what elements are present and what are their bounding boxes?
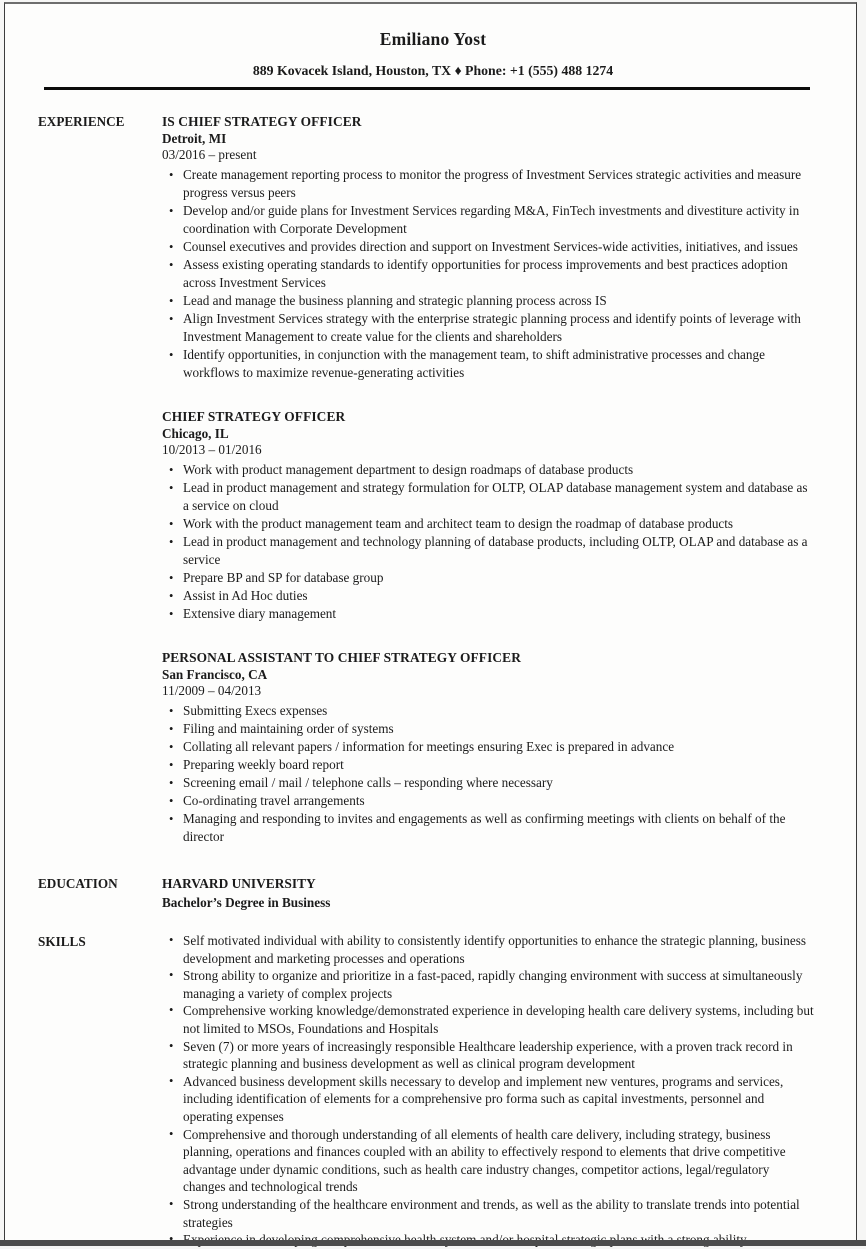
bullet-item: • Filing and maintaining order of systems (162, 720, 814, 738)
bullet-item: • Work with the product management team and architect team to design the roadmap of database products (162, 515, 814, 533)
job-location: Chicago, IL (162, 426, 229, 441)
job-location: San Francisco, CA (162, 667, 268, 682)
experience-content (162, 112, 814, 846)
job-dates: 03/2016 – present (162, 147, 257, 162)
job-dates: 11/2009 – 04/2013 (162, 683, 262, 698)
resume-header (0, 0, 866, 90)
bullet-item: • Align Investment Services strategy with the enterprise strategic planning process and identify points of leverage with Investment Management to create value for the clients and shareholders (162, 310, 814, 346)
scan-bottom-band (0, 1240, 866, 1246)
job-bullet-list (162, 166, 814, 382)
job-dates: 10/2013 – 01/2016 (162, 442, 262, 457)
bullet-item: • Submitting Execs expenses (162, 702, 814, 720)
job-title: IS CHIEF STRATEGY OFFICER (162, 114, 362, 129)
bullet-item: • Work with product management department to design roadmaps of database products (162, 461, 814, 479)
bullet-item: • Strong ability to organize and prioritize in a fast-paced, rapidly changing environment with success at simultaneously managing a variety of complex projects (162, 967, 814, 1002)
skills-bullet-list (162, 932, 814, 1249)
job-title: CHIEF STRATEGY OFFICER (162, 409, 346, 424)
skills-section (0, 932, 866, 1249)
job-bullet-list (162, 461, 814, 623)
bullet-item: • Comprehensive and thorough understanding of all elements of health care delivery, including strategy, business planning, operations and finances coupled with an ability to effectively respond to elements that drive competitive advantage under dynamic conditions, such as health care industry changes, competitor actions, legal/regulatory changes and technological trends (162, 1126, 814, 1196)
education-degree: Bachelor’s Degree in Business (162, 895, 331, 910)
job-location: Detroit, MI (162, 131, 227, 146)
bullet-item: • Comprehensive working knowledge/demonstrated experience in developing health care delivery systems, including but not limited to MSOs, Foundations and Hospitals (162, 1002, 814, 1037)
bullet-item: • Extensive diary management (162, 605, 814, 623)
experience-section (0, 112, 866, 846)
bullet-item: • Create management reporting process to monitor the progress of Investment Services strategic activities and measure progress versus peers (162, 166, 814, 202)
bullet-item: • Preparing weekly board report (162, 756, 814, 774)
job-bullet-list (162, 702, 814, 846)
bullet-item: • Collating all relevant papers / information for meetings ensuring Exec is prepared in advance (162, 738, 814, 756)
resume-name: Emiliano Yost (379, 29, 487, 49)
bullet-item: • Co-ordinating travel arrangements (162, 792, 814, 810)
bullet-item: • Managing and responding to invites and engagements as well as confirming meetings with clients on behalf of the director (162, 810, 814, 846)
bullet-item: • Develop and/or guide plans for Investment Services regarding M&A, FinTech investments and divestiture activity in coordination with Corporate Development (162, 202, 814, 238)
bullet-item: • Assess existing operating standards to identify opportunities for process improvements and best practices adoption across Investment Services (162, 256, 814, 292)
education-section (0, 874, 866, 912)
bullet-item: • Seven (7) or more years of increasingly responsible Healthcare leadership experience, with a proven track record in strategic planning and business development as well as clinical program development (162, 1038, 814, 1073)
bullet-item: • Assist in Ad Hoc duties (162, 587, 814, 605)
job-title: PERSONAL ASSISTANT TO CHIEF STRATEGY OFFICER (162, 650, 521, 665)
bullet-item: • Lead in product management and strategy formulation for OLTP, OLAP database management system and database as a service on cloud (162, 479, 814, 515)
bullet-item: • Self motivated individual with ability to consistently identify opportunities to enhance the strategic planning, business development and marketing processes and operations (162, 932, 814, 967)
bullet-item: • Lead in product management and technology planning of database products, including OLTP, OLAP and database as a service (162, 533, 814, 569)
bullet-item: • Lead and manage the business planning and strategic planning process across IS (162, 292, 814, 310)
bullet-item: • Screening email / mail / telephone calls – responding where necessary (162, 774, 814, 792)
bullet-item: • Counsel executives and provides direction and support on Investment Services-wide activities, initiatives, and issues (162, 238, 814, 256)
bullet-item: • Strong understanding of the healthcare environment and trends, as well as the ability to translate trends into potential strategies (162, 1196, 814, 1231)
education-content (162, 874, 814, 912)
contact-line: 889 Kovacek Island, Houston, TX ♦ Phone: +1 (555) 488 1274 (252, 63, 614, 78)
bullet-item: • Advanced business development skills necessary to develop and implement new ventures, programs and services, including identification of elements for a comprehensive pro forma such as capital investments, personnel and operating expenses (162, 1073, 814, 1126)
education-school: HARVARD UNIVERSITY (162, 876, 316, 891)
section-label-experience: EXPERIENCE (38, 114, 125, 129)
resume-body (0, 112, 866, 1249)
job-entry-2 (162, 407, 814, 623)
job-entry-3 (162, 648, 814, 846)
section-label-skills: SKILLS (38, 934, 86, 949)
section-label-education: EDUCATION (38, 876, 118, 891)
bullet-item: • Prepare BP and SP for database group (162, 569, 814, 587)
job-entry-1 (162, 112, 814, 382)
bullet-item: • Identify opportunities, in conjunction with the management team, to shift administrative processes and change workflows to maximize revenue-generating activities (162, 346, 814, 382)
skills-content (162, 932, 814, 1249)
header-rule (44, 87, 810, 90)
